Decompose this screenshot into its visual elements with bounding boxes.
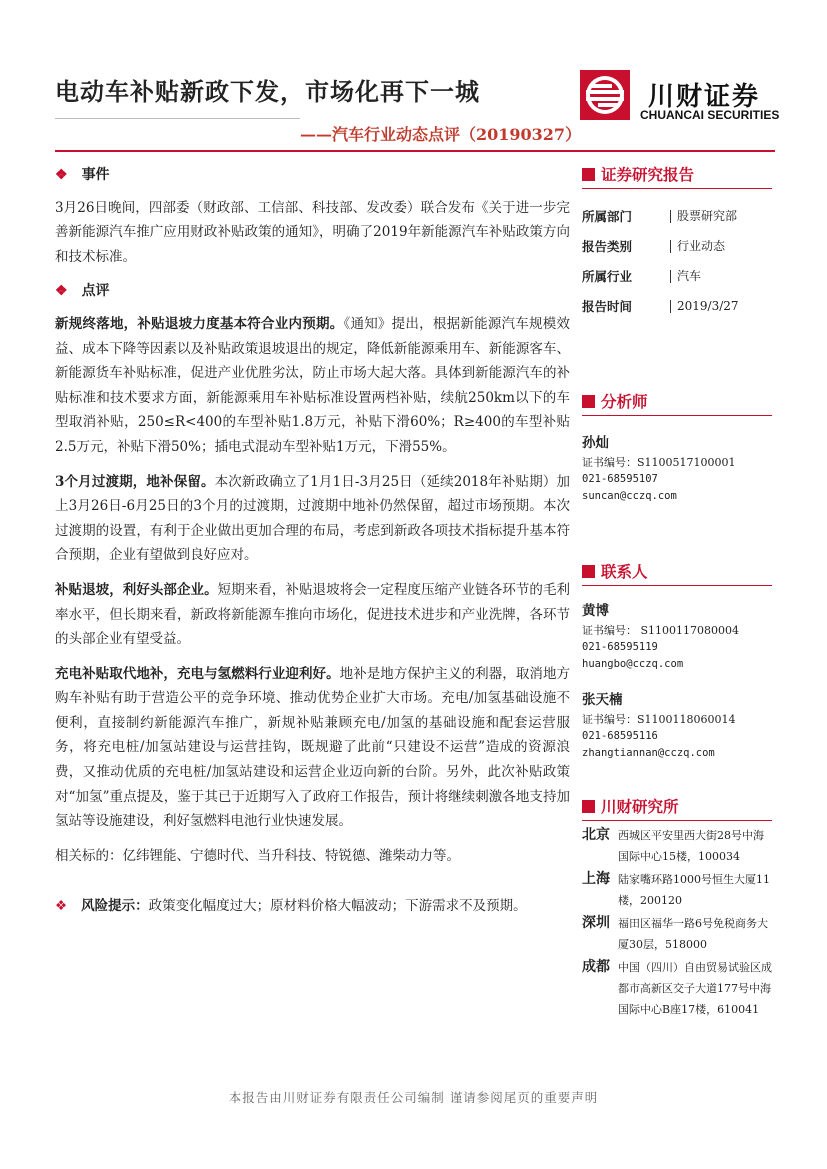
main-content — [55, 163, 570, 919]
diamond-bullet-icon: ❖ — [55, 898, 68, 915]
contacts-panel — [582, 560, 772, 762]
diamond-bullet-icon: ❖ — [55, 283, 68, 300]
info-row: 报告时间 2019/3/27 — [582, 298, 739, 314]
report-subtitle: ——汽车行业动态点评（20190327） — [300, 125, 582, 144]
header-divider — [55, 150, 775, 152]
related-stocks: 相关标的：亿纬锂能、宁德时代、当升科技、特锐德、潍柴动力等。 — [55, 847, 460, 864]
diamond-bullet-icon: ❖ — [55, 167, 68, 183]
analyst-panel — [582, 390, 772, 505]
review-paragraph: 新规终落地，补贴退坡力度基本符合业内预期。《通知》提出，根据新能源汽车规模效益、成本下降等因素以及补贴政策退坡退出的规定，降低新能源乘用车、新能源客车、新能源货车补贴标准，促进产业优胜劣汰，防止市场大起大落。具体到新能源汽车的补贴标准和技术要求方面，新能源乘用车补贴标准设置两档补贴，续航250km以下的车型取消补贴，250≤R<400的车型补贴1.8万元，补贴下滑60%；R≥400的车型补贴2.5万元，补贴下滑50%；插电式混动车型补贴1万元，下滑55%。 — [55, 315, 571, 455]
institute-heading: 川财研究所 — [582, 795, 772, 821]
institute-panel — [582, 795, 772, 1022]
header-divider-left — [55, 118, 300, 119]
section-review: ❖ 点评 — [55, 279, 570, 304]
event-paragraph: 3月26日晚间，四部委（财政部、工信部、科技部、发改委）联合发布《关于进一步完善新能源汽车推广应用财政补贴政策的通知》，明确了2019年新能源汽车补贴政策方向和技术标准。 — [55, 199, 570, 265]
square-bullet-icon — [582, 565, 595, 578]
report-info-heading: 证券研究报告 — [582, 163, 772, 189]
contact-card: 黄博 证书编号： S1100117080004 021-68595119 huangbo@cczq.com — [582, 603, 740, 670]
square-bullet-icon — [582, 395, 595, 408]
office-address: 成都 中国（四川）自由贸易试验区成都市高新区交子大道177号中海国际中心B座17楼，610041 — [582, 959, 772, 1016]
review-paragraph: 3个月过渡期，地补保留。本次新政确立了1月1日-3月25日（延续2018年补贴期）加上3月26日-6月25日的3个月的过渡期，过渡期中地补仍然保留，超过市场预期。本次过渡期的设置，有利于企业做出更加合理的布局，考虑到新政各项技术指标提升基本符合预期，企业有望做到良好应对。 — [55, 473, 570, 564]
review-paragraph: 充电补贴取代地补，充电与氢燃料行业迎利好。地补是地方保护主义的利器，取消地方购车补贴有助于营造公平的竞争环境、推动优势企业扩大市场。充电/加氢基础设施不便利，直接制约新能源汽车推广，新规补贴兼顾充电/加氢的基础设施和配套运营服务，将充电桩/加氢站建设与运营挂钩，既规避了此前“只建设不运营”造成的资源浪费，又推动优质的充电桩/加氢站建设和运营企业迈向新的台阶。另外，此次补贴政策对“加氢”重点提及，鉴于其已于近期写入了政府工作报告，预计将继续刺激各地支持加氢站等设施建设，利好氢燃料电池行业快速发展。 — [55, 665, 571, 830]
info-row: 所属行业 汽车 — [582, 268, 702, 284]
company-logo-en: CHUANCAI SECURITIES — [640, 108, 780, 122]
office-address: 上海 陆家嘴环路1000号恒生大厦11楼，200120 — [582, 871, 770, 907]
company-logo-cn: 川财证券 — [648, 82, 761, 112]
contact-card: 张天楠 证书编号：S1100118060014 021-68595116 zhangtiannan@cczq.com — [582, 692, 736, 759]
risk-warning: ❖ 风险提示：政策变化幅度过大；原材料价格大幅波动；下游需求不及预期。 — [55, 894, 570, 919]
square-bullet-icon — [582, 168, 595, 181]
report-info-panel — [582, 163, 772, 321]
analyst-heading: 分析师 — [582, 390, 772, 416]
company-logo-icon — [580, 70, 630, 120]
review-paragraph: 补贴退坡，利好头部企业。短期来看，补贴退坡将会一定程度压缩产业链各环节的毛利率水平，但长期来看，新政将新能源车推向市场化，促进技术进步和产业洗牌，各环节的头部企业有望受益。 — [55, 581, 571, 648]
page-footer: 本报告由川财证券有限责任公司编制 谨请参阅尾页的重要声明 — [228, 1090, 599, 1105]
info-row: 报告类别 行业动态 — [582, 238, 726, 254]
contacts-heading: 联系人 — [582, 560, 772, 586]
info-row: 所属部门 股票研究部 — [582, 208, 738, 224]
office-address: 深圳 福田区福华一路6号免税商务大厦30层，518000 — [582, 915, 768, 951]
report-title: 电动车补贴新政下发，市场化再下一城 — [55, 78, 480, 106]
section-event: ❖ 事件 — [55, 163, 570, 188]
analyst-card: 孙灿 证书编号：S1100517100001 021-68595107 suncan@cczq.com — [582, 435, 736, 502]
office-address: 北京 西城区平安里西大街28号中海国际中心15楼，100034 — [582, 827, 764, 863]
square-bullet-icon — [582, 800, 595, 813]
